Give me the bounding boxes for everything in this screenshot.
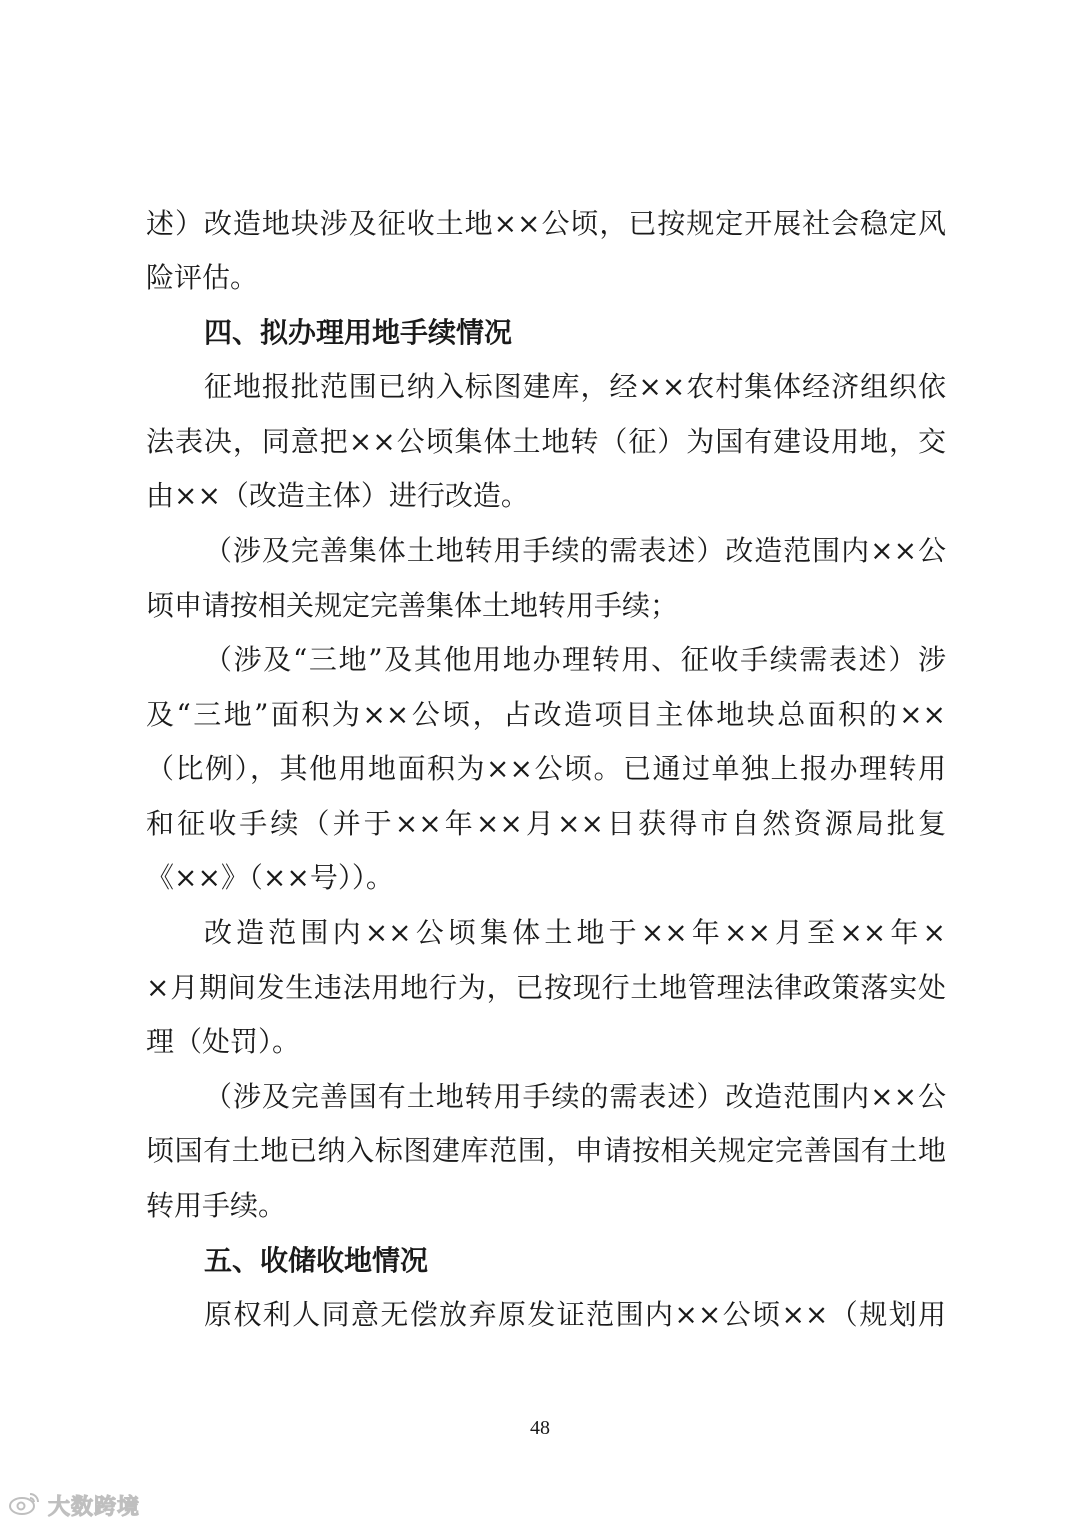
page-number: 48 xyxy=(530,1417,550,1439)
body-line: 险评估。 xyxy=(146,261,259,294)
body-line: 由××（改造主体）进行改造。 xyxy=(146,479,529,512)
body-line: 《××》（××号））。 xyxy=(146,861,394,894)
body-line: 顷国有土地已纳入标图建库范围，申请按相关规定完善国有土地 xyxy=(146,1134,946,1167)
paragraph-line: （涉及完善国有土地转用手续的需表述）改造范围内××公 xyxy=(204,1080,946,1113)
paragraph-line: 原权利人同意无偿放弃原发证范围内××公顷××（规划用 xyxy=(204,1298,946,1331)
body-line: 理（处罚）。 xyxy=(146,1025,301,1058)
paragraph-line: （涉及“三地”及其他用地办理转用、征收手续需表述）涉 xyxy=(204,643,946,676)
body-line: （比例），其他用地面积为××公顷。已通过单独上报办理转用 xyxy=(146,752,946,785)
section-heading-4: 四、拟办理用地手续情况 xyxy=(204,316,513,349)
body-line: 和征收手续（并于××年××月××日获得市自然资源局批复 xyxy=(146,807,946,840)
watermark xyxy=(8,1490,140,1520)
body-line: 及“三地”面积为××公顷，占改造项目主体地块总面积的×× xyxy=(146,698,946,731)
paragraph-line: 征地报批范围已纳入标图建库，经××农村集体经济组织依 xyxy=(204,370,946,403)
watermark-text: 大数跨境 xyxy=(48,1494,141,1520)
body-line: 法表决，同意把××公顷集体土地转（征）为国有建设用地，交 xyxy=(146,425,946,458)
body-line: 转用手续。 xyxy=(146,1189,287,1222)
paragraph-line: 改造范围内××公顷集体土地于××年××月至××年× xyxy=(204,916,946,949)
body-line: ×月期间发生违法用地行为，已按现行土地管理法律政策落实处 xyxy=(146,971,946,1004)
paragraph-line: （涉及完善集体土地转用手续的需表述）改造范围内××公 xyxy=(204,534,946,567)
body-line: 述）改造地块涉及征收土地××公顷，已按规定开展社会稳定风 xyxy=(146,207,946,240)
body-line: 顷申请按相关规定完善集体土地转用手续； xyxy=(146,589,679,622)
weibo-logo-icon xyxy=(8,1490,42,1520)
section-heading-5: 五、收储收地情况 xyxy=(204,1244,429,1277)
